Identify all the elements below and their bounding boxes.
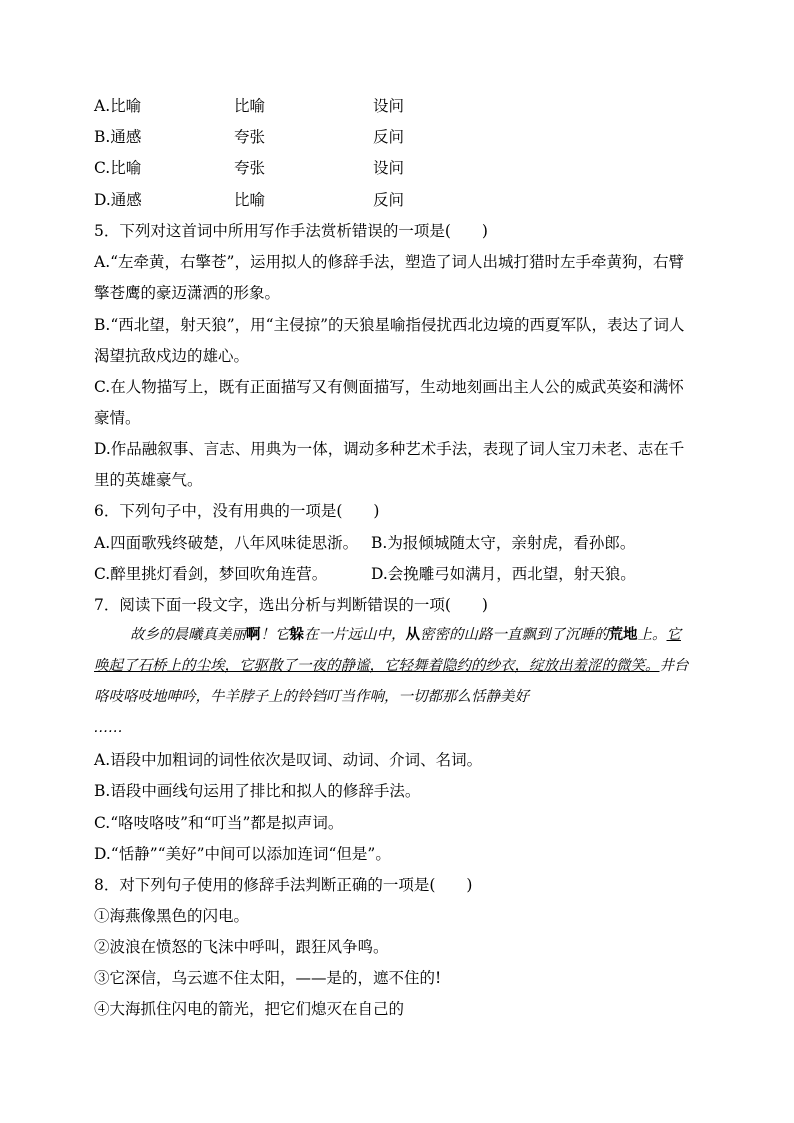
q6-option-a: A.四面歌残终破楚，八年风味徒思浙。 xyxy=(94,534,359,552)
bold-word-2: 躲 xyxy=(289,627,304,643)
q5-option-c: C.在人物描写上，既有正面描写又有侧面描写，生动地刻画出主人公的威武英姿和满怀豪情。 xyxy=(94,378,684,427)
q4-option-c-col2: 夸张 xyxy=(234,159,266,177)
q7-option-c: C.“咯吱咯吱”和“叮当”都是拟声词。 xyxy=(94,814,344,832)
q4-option-d-col1: D.通感 xyxy=(94,191,142,209)
q4-option-b-col1: B.通感 xyxy=(94,128,142,146)
q6-stem: 6．下列句子中，没有用典的一项是( ) xyxy=(94,502,380,520)
q8-sentence-1: ①海燕像黑色的闪电。 xyxy=(94,907,250,925)
q7-passage: 故乡的晨曦真美丽啊！它躲在一片远山中，从密密的山路一直飘到了沉睡的荒地上。它唤起了石桥上的尘埃，它驱散了一夜的静谧，它轻舞着隐约的纱衣，绽放出羞涩的微笑。井台咯吱咯吱地呻吟，牛羊脖子上的铃铛叮当作响，一切都那么恬静美好 …… xyxy=(94,627,689,736)
q4-option-a-col2: 比喻 xyxy=(234,97,266,115)
q7-option-b: B.语段中画线句运用了排比和拟人的修辞手法。 xyxy=(94,782,421,800)
q7-stem: 7．阅读下面一段文字，选出分析与判断错误的一项( ) xyxy=(94,596,488,614)
q8-sentence-3: ③它深信，乌云遮不住太阳，——是的，遮不住的! xyxy=(94,969,442,987)
q7-option-d: D.“恬静”“美好”中间可以添加连词“但是”。 xyxy=(94,845,391,863)
q4-option-d-col3: 反问 xyxy=(373,191,405,209)
q7-option-a: A.语段中加粗词的词性依次是叹词、动词、介词、名词。 xyxy=(94,751,483,769)
q5-stem: 5．下列对这首词中所用写作手法赏析错误的一项是( ) xyxy=(94,222,488,240)
q4-option-a-col1: A.比喻 xyxy=(94,97,142,115)
q4-option-b-col3: 反问 xyxy=(373,128,405,146)
q5-option-d: D.作品融叙事、言志、用典为一体，调动多种艺术手法，表现了词人宝刀未老、志在千里的英雄豪气。 xyxy=(94,440,685,489)
q5-option-a: A.“左牵黄，右擎苍”，运用拟人的修辞手法，塑造了词人出城打猎时左手牵黄狗，右臂擎苍鹰的豪迈潇洒的形象。 xyxy=(94,253,684,302)
q4-option-c-col1: C.比喻 xyxy=(94,159,142,177)
bold-word-3: 从 xyxy=(405,627,420,643)
underlined-sentence: 它唤起了石桥上的尘埃，它驱散了一夜的静谧，它轻舞着隐约的纱衣，绽放出羞涩的微笑。 xyxy=(94,627,681,674)
q6-option-c: C.醉里挑灯看剑，梦回吹角连营。 xyxy=(94,565,328,583)
q8-stem: 8．对下列句子使用的修辞手法判断正确的一项是( ) xyxy=(94,876,473,894)
bold-word-4: 荒地 xyxy=(608,627,638,643)
q4-option-d-col2: 比喻 xyxy=(234,191,266,209)
q5-option-b: B.“西北望，射天狼”，用“主侵掠”的天狼星喻指侵扰西北边境的西夏军队，表达了词人渴望抗敌戍边的雄心。 xyxy=(94,316,685,365)
q4-option-b-col2: 夸张 xyxy=(234,128,266,146)
q4-option-c-col3: 设问 xyxy=(373,159,405,177)
q4-option-a-col3: 设问 xyxy=(373,97,405,115)
q6-option-b: B.为报倾城随太守，亲射虎，看孙郎。 xyxy=(371,534,636,552)
bold-word-1: 啊 xyxy=(246,627,261,643)
q8-sentence-4: ④大海抓住闪电的箭光，把它们熄灭在自己的 xyxy=(94,1000,405,1018)
q8-sentence-2: ②波浪在愤怒的飞沫中呼叫，跟狂风争鸣。 xyxy=(94,938,389,956)
q6-option-d: D.会挽雕弓如满月，西北望，射天狼。 xyxy=(371,565,636,583)
